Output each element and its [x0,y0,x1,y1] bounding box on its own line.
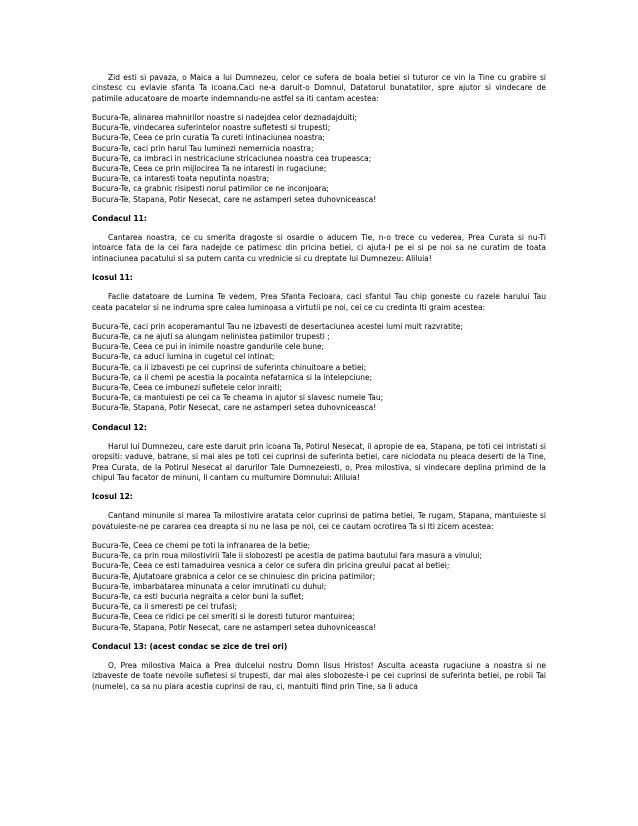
salutation-line: Bucura-Te, Ceea ce pui in inimile noastre gandurile cele bune; [92,342,325,352]
section-heading: Condacul 12: [92,422,147,432]
salutation-line: Bucura-Te, Ceea ce ridici pe cei smeriti si le doresti tuturor mantuirea; [92,612,355,622]
prayer-paragraph: Faclie datatoare de Lumina Te vedem, Prea Sfanta Fecioara, caci sfantul Tau chip goneste cu razele harului Tau ceata pacatelor si ne indruma spre calea luminoasa a virtutii pe noi, cei ce cu credinta Iti graim acestea: [92,292,546,312]
prayer-paragraph: Zid esti si pavaza, o Maica a lui Dumnezeu, celor ce sufera de boala betiei si tuturor ce vin la Tine cu grabire si cinstesc cu evlavie sfanta Ta icoana.Caci ne-a daruit-o Domnul, Datatorul bunatatilor, spre ajutor si vindecare de patimile aducatoare de moarte indemnandu-ne astfel sa iti cantam acestea: [92,73,546,103]
salutation-line: Bucura-Te, ca prin roua milostivirii Tale ii slobozesti pe acestia de patima bautului fara masura a vinului; [92,551,483,561]
salutation-list [92,113,546,205]
salutation-line: Bucura-Te, Stapana, Potir Nesecat, care ne astamperi setea duhovniceasca! [92,403,377,413]
salutation-line: Bucura-Te, Ceea ce esti tamaduirea vesnica a celor ce sufera din pricina greului pacat al betiei; [92,561,450,571]
salutation-line: Bucura-Te, Ceea ce prin curatia Ta cureti intinaciunea noastra; [92,133,326,143]
section-heading: Condacul 13: (acest condac se zice de trei ori) [92,641,288,651]
salutation-line: Bucura-Te, Ajutatoare grabnica a celor ce se chinuiesc din pricina patimilor; [92,571,376,581]
salutation-line: Bucura-Te, Ceea ce imbunezi sufletele celor inraiti; [92,383,283,393]
section-heading: Icosul 12: [92,492,133,502]
salutation-line: Bucura-Te, Ceea ce prin mijlocirea Ta ne intaresti in rugaciune; [92,163,327,173]
salutation-line: Bucura-Te, ca esti bucuria negraita a celor buni la suflet; [92,592,304,602]
salutation-line: Bucura-Te, alinarea mahnirilor noastre si nadejdea celor deznadajduiti; [92,112,357,122]
salutation-line: Bucura-Te, ca aduci lumina in cugetul cel intinat; [92,352,275,362]
section-heading: Icosul 11: [92,272,133,282]
prayer-paragraph: Cantarea noastra, ce cu smerita dragoste si osardie o aducem Tie, n-o trece cu vederea, Prea Curata si nu-Ti intoarce fata de la cei fara nadejde ce patimesc din pricina betiei, ci ajuta-I pe ei si pe noi sa ne curatim de toata intinaciunea pacatului si sa putem canta cu vrednicie si cu dreptate lui Dumnezeu: Aliluia! [92,233,546,263]
salutation-line: Bucura-Te, Stapana, Potir Nesecat, care ne astamperi setea duhovniceasca! [92,194,377,204]
prayer-paragraph: O, Prea milostiva Maica a Prea dulcelui nostru Domn Iisus Hristos! Asculta aceasta rugaciune a noastra si ne izbaveste de toate nevoile sufletesi si trupesti, dar mai ales slobozeste-i pe cei cuprinsi de suferinta betiei, pe robii Tai (numele), ca sa nu piara acestia cuprinsi de rau, ci, mantuiti fiind prin Tine, sa Ii aduca [92,661,546,691]
document-page [92,73,546,701]
salutation-line: Bucura-Te, caci prin harul Tau luminezi nemernicia noastra; [92,143,314,153]
salutation-line: Bucura-Te, vindecarea suferintelor noastre sufletesti si trupesti; [92,123,331,133]
salutation-line: Bucura-Te, ca intaresti toata neputinta noastra; [92,174,270,184]
prayer-paragraph: Cantand minunile si marea Ta milostivire aratata celor cuprinsi de patima betiei, Te rugam, Stapana, mantuieste si povatuieste-ne pe cararea cea dreapta si nu ne lasa pe noi, cei ce cautam ocrotirea Ta si Iti zicem acestea: [92,511,546,531]
salutation-line: Bucura-Te, ca mantuiesti pe cei ca Te cheama in ajutor si slavesc numele Tau; [92,393,384,403]
salutation-line: Bucura-Te, ca ne ajuti sa alungam nelinistea patimilor trupesti ; [92,332,330,341]
prayer-paragraph: Harul lui Dumnezeu, care este daruit prin icoana Ta, Potirul Nesecat, ii apropie de ea, Stapana, pe toti cei intristati si oropsiti: vaduve, batrane, si mai ales pe toti cei cuprinsi de suferinta betiei, care niciodata nu pleaca deserti de la Tine, Prea Curata, de la Potirul Nesecat al darurilor Tale Dumnezeiesti, o, Prea milostiva, si vindecare deplina primind de la chipul Tau facator de minuni, Ii cantam cu multumire Domnului: Aliluia! [92,441,546,482]
salutation-line: Bucura-Te, imbarbatarea minunata a celor imrutinati cu duhul; [92,581,327,591]
salutation-line: Bucura-Te, ca grabnic risipesti norul patimilor ce ne inconjoara; [92,184,329,194]
salutation-line: Bucura-Te, caci prin acoperamantul Tau ne izbavesti de desertaciunea acestei lumi mult razvratite; [92,321,464,331]
salutation-list [92,322,546,414]
salutation-line: Bucura-Te, ca imbraci in nestricaciune stricaciunea noastra cea trupeasca; [92,153,372,163]
salutation-line: Bucura-Te, ca ii chemi pe acestia la pocainta nefatarnica si la intelepciune; [92,372,373,382]
section-heading: Condacul 11: [92,213,147,223]
salutation-line: Bucura-Te, ca ii izbavesti pe cei cuprinsi de suferinta chinuitoare a betiei; [92,362,367,372]
salutation-line: Bucura-Te, ca ii smeresti pe cei trufasi; [92,602,237,612]
salutation-line: Bucura-Te, Ceea ce chemi pe toti la infranarea de la betie; [92,541,311,550]
salutation-list [92,541,546,633]
salutation-line: Bucura-Te, Stapana, Potir Nesecat, care ne astamperi setea duhovniceasca! [92,622,377,632]
